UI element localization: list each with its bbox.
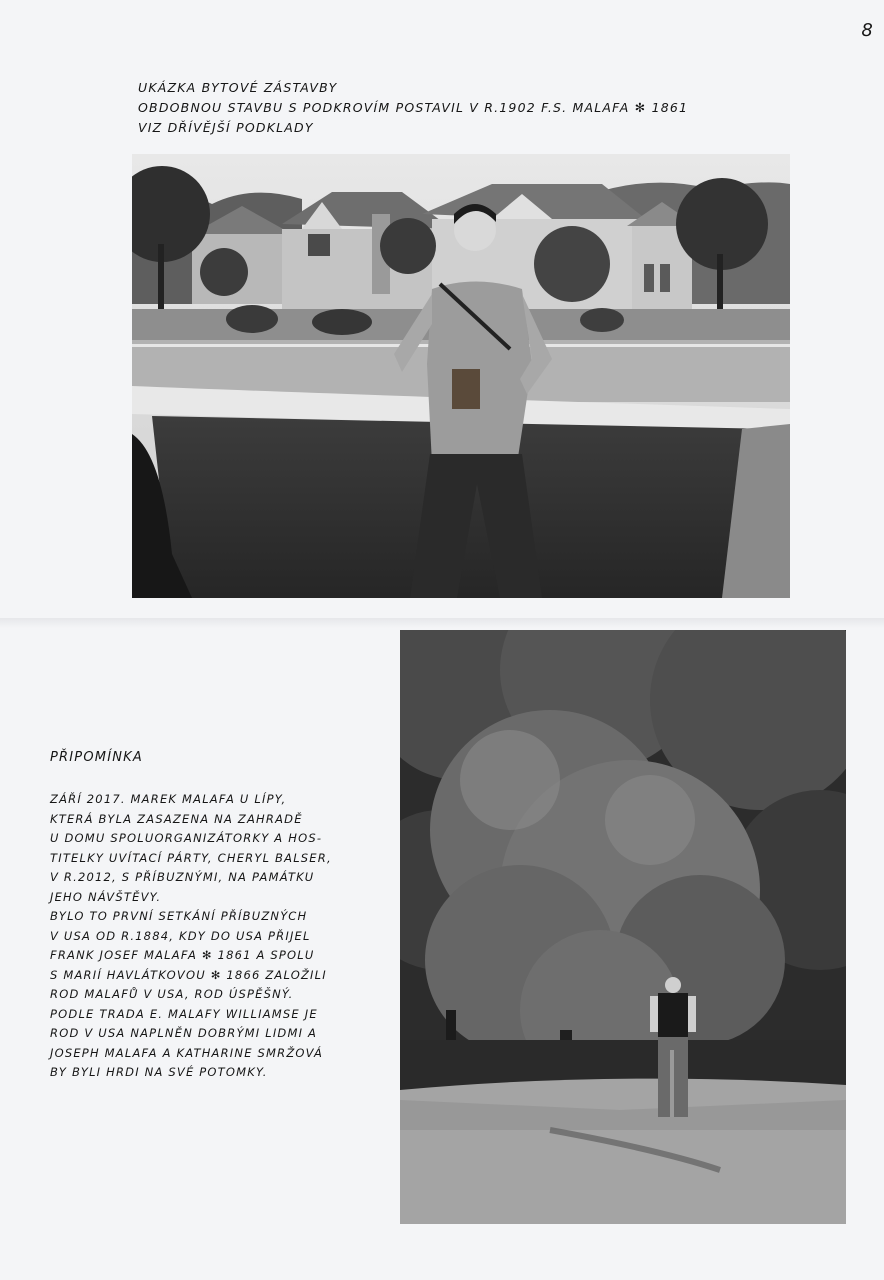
reminder-line: BY BYLI HRDI NA SVÉ POTOMKY.	[50, 1065, 268, 1079]
photo-houses	[132, 154, 790, 598]
reminder-line: V USA OD R.1884, KDY DO USA PŘIJEL	[50, 928, 311, 943]
reminder-line: S MARIÍ HAVLÁTKOVOU ✻ 1866 ZALOŽILI	[50, 967, 327, 982]
reminder-line: U DOMU SPOLUORGANIZÁTORKY A HOS-	[50, 831, 323, 845]
reminder-line: KTERÁ BYLA ZASAZENA NA ZAHRADĚ	[50, 811, 303, 826]
reminder-line: V R.2012, S PŘÍBUZNÝMI, NA PAMÁTKU	[50, 870, 315, 884]
reminder-line: ROD V USA NAPLNĚN DOBRÝMI LIDMI A	[50, 1026, 318, 1040]
photo-caption	[138, 78, 818, 138]
reminder-heading: PŘIPOMÍNKA	[50, 750, 143, 765]
reminder-line: ZÁŘÍ 2017. MAREK MALAFA U LÍPY,	[50, 792, 287, 806]
reminder-line: PODLE TRADA E. MALAFY WILLIAMSE JE	[50, 1006, 318, 1021]
reminder-line: TITELKY UVÍTACÍ PÁRTY, CHERYL BALSER,	[50, 850, 332, 865]
caption-line: UKÁZKA BYTOVÉ ZÁSTAVBY	[138, 80, 338, 95]
sheet-fold	[0, 618, 884, 628]
caption-line: VIZ DŘÍVĚJŠÍ PODKLADY	[138, 120, 314, 135]
photo-linden-tree	[400, 630, 846, 1224]
reminder-line: BYLO TO PRVNÍ SETKÁNÍ PŘÍBUZNÝCH	[50, 909, 308, 923]
reminder-line: ROD MALAFŮ V USA, ROD ÚSPĚŠNÝ.	[50, 987, 294, 1001]
reminder-line: FRANK JOSEF MALAFA ✻ 1861 A SPOLU	[50, 948, 315, 962]
reminder-line: JEHO NÁVŠTĚVY.	[50, 889, 162, 904]
reminder-line: JOSEPH MALAFA A KATHARINE SMRŽOVÁ	[50, 1045, 324, 1060]
caption-line: OBDOBNOU STAVBU S PODKROVÍM POSTAVIL V R.1902 F.S. MALAFA ✻ 1861	[138, 100, 689, 115]
reminder-text	[50, 790, 390, 1083]
page-number: 8	[861, 20, 874, 41]
